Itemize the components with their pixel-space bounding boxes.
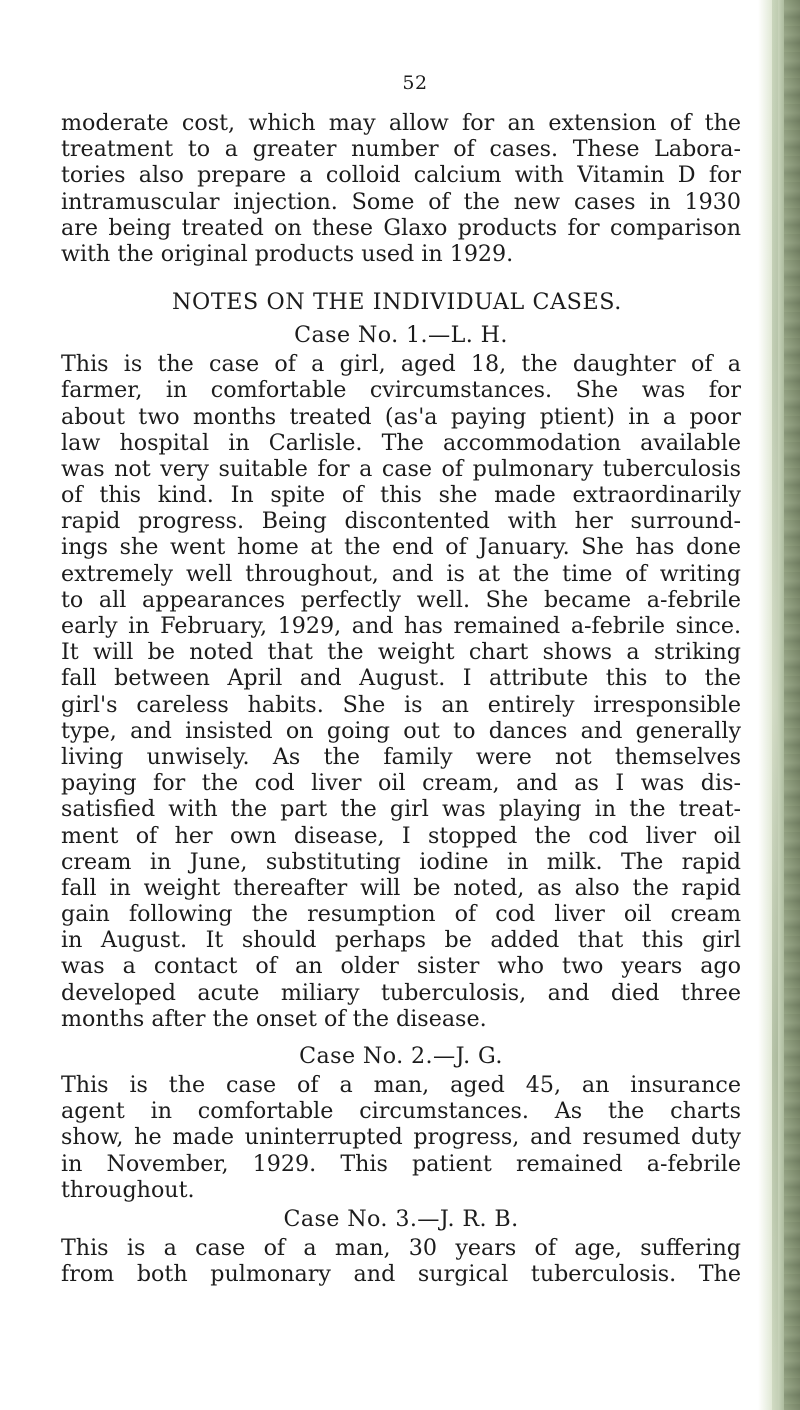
text-line: of this kind. In spite of this she made extraordinarily [61, 482, 741, 509]
text-line: in August. It should perhaps be added that this girl [61, 927, 741, 954]
case-1 [61, 319, 741, 1032]
text-line: was a contact of an older sister who two years ago [61, 953, 741, 980]
text-line: intramuscular injection. Some of the new cases in 1930 [61, 188, 741, 215]
text-line: This is a case of a man, 30 years of age, suffering [61, 1234, 741, 1261]
case-2 [61, 1040, 741, 1203]
page-edge-shade-inner [772, 0, 778, 1410]
text-line: living unwisely. As the family were not themselves [61, 743, 741, 770]
text-line: extremely well throughout, and is at the time of writing [61, 560, 741, 587]
text-line: paying for the cod liver oil cream, and as I was dis- [61, 770, 741, 797]
text-line: farmer, in comfortable cvircumstances. She was for [61, 377, 741, 404]
text-line: show, he made uninterrupted progress, and resumed duty [61, 1124, 741, 1151]
page-number: 52 [402, 72, 428, 94]
case-heading: Case No. 2.—J. G. [299, 1043, 503, 1069]
text-line: are being treated on these Glaxo products for comparison [61, 214, 741, 241]
text-line: moderate cost, which may allow for an extension of the [61, 110, 741, 136]
page-edge-shade-outer [784, 0, 800, 1410]
text-line: gain following the resumption of cod liver oil cream [61, 901, 741, 928]
text-line: months after the onset of the disease. [61, 1005, 487, 1032]
page-edge-shading [758, 0, 800, 1410]
case-heading: Case No. 3.—J. R. B. [283, 1205, 519, 1232]
text-line: This is the case of a girl, aged 18, the daughter of a [61, 351, 741, 378]
text-line: early in February, 1929, and has remained a-febrile since. [61, 613, 741, 639]
text-line: This is the case of a man, aged 45, an insurance [61, 1072, 741, 1098]
text-line: about two months treated (as'a paying ptient) in a poor [61, 403, 741, 430]
text-line: treatment to a greater number of cases. These Labora- [61, 136, 741, 163]
text-line: satisfied with the part the girl was playing in the treat- [61, 796, 741, 823]
text-line: in November, 1929. This patient remained a-febrile [61, 1150, 741, 1177]
case-heading: Case No. 1.—L. H. [294, 322, 508, 349]
text-line: was not very suitable for a case of pulmonary tuberculosis [61, 455, 741, 482]
text-line: developed acute miliary tuberculosis, and died three [61, 979, 741, 1006]
text-line: ment of her own disease, I stopped the cod liver oil [61, 822, 741, 849]
text-line: type, and insisted on going out to dances and generally [61, 717, 741, 744]
text-line: girl's careless habits. She is an entirely irresponsible [61, 691, 741, 718]
text-line: with the original products used in 1929. [61, 240, 514, 267]
section-heading: NOTES ON THE INDIVIDUAL CASES. [172, 289, 622, 316]
text-line: fall between April and August. I attribute this to the [61, 665, 741, 692]
text-line: to all appearances perfectly well. She became a-febrile [61, 586, 741, 613]
case-3 [61, 1203, 741, 1287]
text-line: cream in June, substituting iodine in milk. The rapid [61, 848, 741, 875]
text-line: agent in comfortable circumstances. As the charts [61, 1098, 741, 1125]
intro-paragraph [61, 110, 741, 267]
text-line: from both pulmonary and surgical tuberculosis. The [61, 1261, 741, 1288]
text-line: fall in weight thereafter will be noted, as also the rapid [61, 874, 741, 901]
text-line: law hospital in Carlisle. The accommodation available [61, 429, 741, 456]
text-line: tories also prepare a colloid calcium with Vitamin D for [61, 162, 741, 189]
document-body [61, 110, 741, 1287]
text-line: throughout. [61, 1176, 195, 1203]
text-line: rapid progress. Being discontented with her surround- [61, 508, 741, 535]
text-line: It will be noted that the weight chart shows a striking [61, 639, 741, 666]
text-line: ings she went home at the end of January. She has done [61, 534, 741, 561]
